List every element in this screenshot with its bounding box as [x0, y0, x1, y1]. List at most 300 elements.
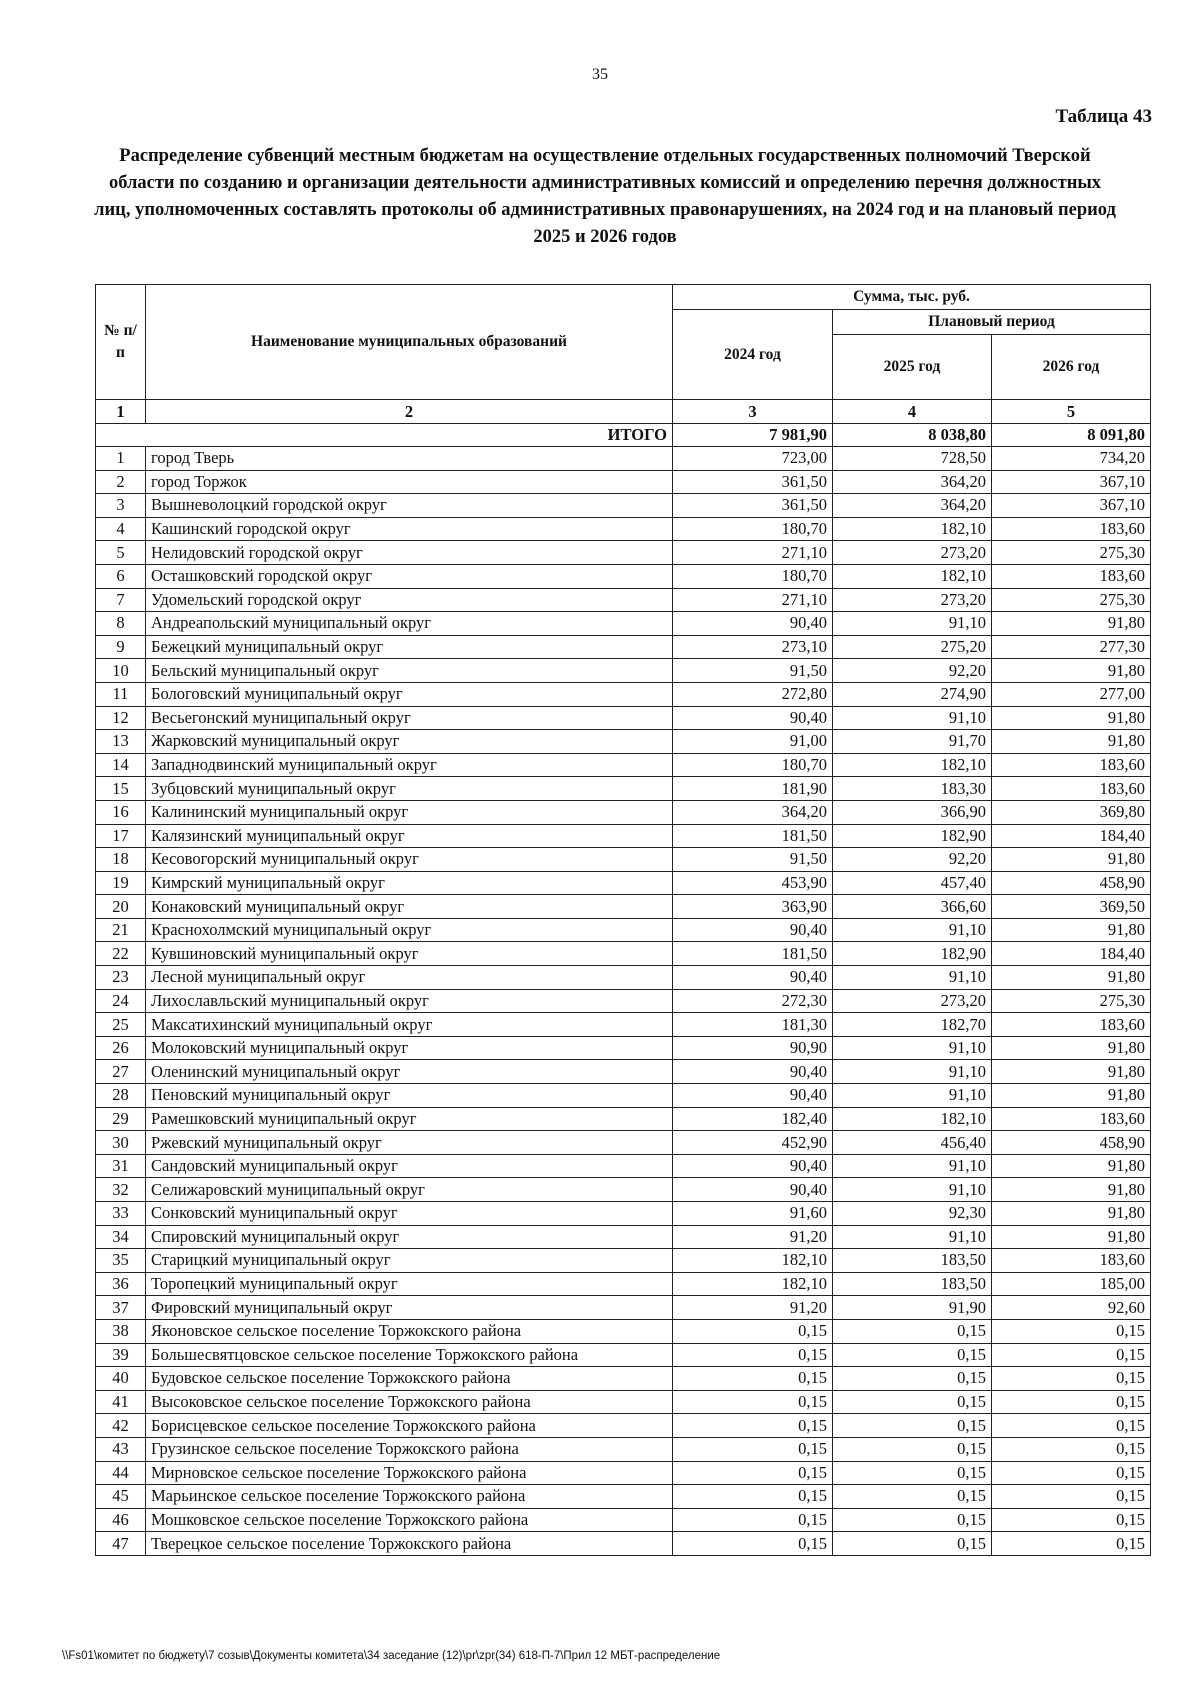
table-row [96, 1343, 1151, 1367]
amount-2024: 182,40 [673, 1107, 833, 1131]
total-row [96, 424, 1151, 447]
amount-2026: 369,80 [992, 800, 1151, 824]
table-row [96, 1178, 1151, 1202]
amount-2025: 92,20 [833, 848, 992, 872]
municipality-name: Мошковское сельское поселение Торжокского района [146, 1508, 673, 1532]
row-number: 17 [96, 824, 146, 848]
row-number: 30 [96, 1131, 146, 1155]
row-number: 34 [96, 1225, 146, 1249]
row-number: 37 [96, 1296, 146, 1320]
municipality-name: Тверецкое сельское поселение Торжокского района [146, 1532, 673, 1556]
amount-2024: 271,10 [673, 588, 833, 612]
amount-2025: 91,90 [833, 1296, 992, 1320]
row-number: 1 [96, 447, 146, 471]
municipality-name: Рамешковский муниципальный округ [146, 1107, 673, 1131]
amount-2025: 273,20 [833, 588, 992, 612]
municipality-name: Старицкий муниципальный округ [146, 1249, 673, 1273]
row-number: 43 [96, 1437, 146, 1461]
table-row [96, 1107, 1151, 1131]
header-planned-period: Плановый период [833, 310, 1151, 335]
amount-2025: 182,10 [833, 517, 992, 541]
amount-2026: 91,80 [992, 1060, 1151, 1084]
table-row [96, 1508, 1151, 1532]
header-2024: 2024 год [673, 310, 833, 400]
municipality-name: Сонковский муниципальный округ [146, 1202, 673, 1226]
row-number: 25 [96, 1013, 146, 1037]
table-row [96, 1319, 1151, 1343]
table-row [96, 1013, 1151, 1037]
table-row [96, 612, 1151, 636]
table-row [96, 800, 1151, 824]
amount-2025: 0,15 [833, 1343, 992, 1367]
amount-2026: 367,10 [992, 494, 1151, 518]
municipality-name: Борисцевское сельское поселение Торжокского района [146, 1414, 673, 1438]
table-row [96, 1390, 1151, 1414]
amount-2026: 91,80 [992, 1154, 1151, 1178]
amount-2026: 0,15 [992, 1508, 1151, 1532]
amount-2025: 182,10 [833, 564, 992, 588]
page-number: 35 [592, 66, 608, 83]
table-row [96, 895, 1151, 919]
municipality-name: Бежецкий муниципальный округ [146, 635, 673, 659]
column-number: 3 [673, 400, 833, 424]
amount-2026: 184,40 [992, 824, 1151, 848]
municipality-name: Западнодвинский муниципальный округ [146, 753, 673, 777]
table-row [96, 564, 1151, 588]
row-number: 14 [96, 753, 146, 777]
table-row [96, 848, 1151, 872]
municipality-name: Молоковский муниципальный округ [146, 1036, 673, 1060]
table-row [96, 966, 1151, 990]
table-body [96, 447, 1151, 1556]
amount-2025: 91,10 [833, 1178, 992, 1202]
row-number: 15 [96, 777, 146, 801]
row-number: 20 [96, 895, 146, 919]
municipality-name: Грузинское сельское поселение Торжокского района [146, 1437, 673, 1461]
table-row [96, 1461, 1151, 1485]
row-number: 39 [96, 1343, 146, 1367]
amount-2024: 0,15 [673, 1461, 833, 1485]
table-row [96, 871, 1151, 895]
row-number: 5 [96, 541, 146, 565]
amount-2024: 90,90 [673, 1036, 833, 1060]
table-row [96, 470, 1151, 494]
table-row [96, 635, 1151, 659]
amount-2024: 181,50 [673, 824, 833, 848]
column-number: 4 [833, 400, 992, 424]
amount-2024: 91,60 [673, 1202, 833, 1226]
table-row [96, 1414, 1151, 1438]
amount-2024: 91,00 [673, 730, 833, 754]
amount-2026: 277,30 [992, 635, 1151, 659]
amount-2025: 183,50 [833, 1249, 992, 1273]
table-row [96, 1036, 1151, 1060]
amount-2024: 90,40 [673, 966, 833, 990]
amount-2026: 0,15 [992, 1532, 1151, 1556]
amount-2024: 0,15 [673, 1367, 833, 1391]
amount-2024: 90,40 [673, 1060, 833, 1084]
table-row [96, 541, 1151, 565]
municipality-name: Максатихинский муниципальный округ [146, 1013, 673, 1037]
municipality-name: Большесвятцовское сельское поселение Торжокского района [146, 1343, 673, 1367]
amount-2024: 364,20 [673, 800, 833, 824]
table-row [96, 1532, 1151, 1556]
amount-2024: 91,20 [673, 1296, 833, 1320]
amount-2025: 91,10 [833, 1060, 992, 1084]
municipality-name: город Торжок [146, 470, 673, 494]
amount-2026: 367,10 [992, 470, 1151, 494]
amount-2024: 0,15 [673, 1414, 833, 1438]
row-number: 40 [96, 1367, 146, 1391]
row-number: 16 [96, 800, 146, 824]
table-row [96, 494, 1151, 518]
row-number: 35 [96, 1249, 146, 1273]
amount-2024: 453,90 [673, 871, 833, 895]
amount-2025: 91,10 [833, 1084, 992, 1108]
amount-2024: 361,50 [673, 494, 833, 518]
amount-2026: 183,60 [992, 753, 1151, 777]
table-row [96, 753, 1151, 777]
amount-2025: 182,10 [833, 753, 992, 777]
subvention-table [95, 284, 1151, 1556]
table-row [96, 588, 1151, 612]
amount-2025: 0,15 [833, 1485, 992, 1509]
municipality-name: Удомельский городской округ [146, 588, 673, 612]
amount-2025: 0,15 [833, 1461, 992, 1485]
amount-2025: 457,40 [833, 871, 992, 895]
amount-2025: 728,50 [833, 447, 992, 471]
row-number: 47 [96, 1532, 146, 1556]
amount-2026: 275,30 [992, 541, 1151, 565]
amount-2024: 723,00 [673, 447, 833, 471]
amount-2025: 275,20 [833, 635, 992, 659]
amount-2024: 0,15 [673, 1485, 833, 1509]
column-number: 2 [146, 400, 673, 424]
row-number: 19 [96, 871, 146, 895]
amount-2026: 0,15 [992, 1461, 1151, 1485]
amount-2025: 91,10 [833, 612, 992, 636]
municipality-name: Мирновское сельское поселение Торжокского района [146, 1461, 673, 1485]
amount-2024: 90,40 [673, 1154, 833, 1178]
amount-2026: 91,80 [992, 730, 1151, 754]
total-2024: 7 981,90 [673, 424, 833, 447]
amount-2025: 91,10 [833, 1036, 992, 1060]
amount-2025: 182,70 [833, 1013, 992, 1037]
row-number: 9 [96, 635, 146, 659]
amount-2026: 369,50 [992, 895, 1151, 919]
amount-2026: 91,80 [992, 612, 1151, 636]
table-row [96, 989, 1151, 1013]
amount-2026: 183,60 [992, 517, 1151, 541]
amount-2025: 91,10 [833, 966, 992, 990]
row-number: 3 [96, 494, 146, 518]
amount-2025: 0,15 [833, 1508, 992, 1532]
row-number: 18 [96, 848, 146, 872]
municipality-name: Сандовский муниципальный округ [146, 1154, 673, 1178]
amount-2025: 182,90 [833, 942, 992, 966]
amount-2025: 183,30 [833, 777, 992, 801]
municipality-name: Торопецкий муниципальный округ [146, 1272, 673, 1296]
municipality-name: Ржевский муниципальный округ [146, 1131, 673, 1155]
row-number: 23 [96, 966, 146, 990]
table-row [96, 918, 1151, 942]
amount-2025: 91,10 [833, 1225, 992, 1249]
municipality-name: Яконовское сельское поселение Торжокского района [146, 1319, 673, 1343]
column-number-row [96, 400, 1151, 424]
header-name: Наименование муниципальных образований [146, 285, 673, 400]
footer-file-path: \\Fs01\комитет по бюджету\7 созыв\Документы комитета\34 заседание (12)\pr\zpr(34) 618-П-7\Прил 12 МБТ-распределение [62, 1650, 721, 1662]
row-number: 6 [96, 564, 146, 588]
municipality-name: Зубцовский муниципальный округ [146, 777, 673, 801]
amount-2025: 0,15 [833, 1319, 992, 1343]
total-2026: 8 091,80 [992, 424, 1151, 447]
amount-2024: 452,90 [673, 1131, 833, 1155]
municipality-name: Осташковский городской округ [146, 564, 673, 588]
amount-2024: 361,50 [673, 470, 833, 494]
amount-2026: 183,60 [992, 1107, 1151, 1131]
amount-2025: 92,20 [833, 659, 992, 683]
row-number: 22 [96, 942, 146, 966]
amount-2025: 92,30 [833, 1202, 992, 1226]
amount-2026: 91,80 [992, 1084, 1151, 1108]
amount-2024: 0,15 [673, 1437, 833, 1461]
table-row [96, 1296, 1151, 1320]
table-row [96, 1131, 1151, 1155]
amount-2025: 0,15 [833, 1390, 992, 1414]
municipality-name: Кашинский городской округ [146, 517, 673, 541]
amount-2024: 182,10 [673, 1249, 833, 1273]
amount-2025: 0,15 [833, 1414, 992, 1438]
table-row [96, 824, 1151, 848]
municipality-name: Высоковское сельское поселение Торжокского района [146, 1390, 673, 1414]
municipality-name: Бологовский муниципальный округ [146, 682, 673, 706]
amount-2025: 274,90 [833, 682, 992, 706]
amount-2024: 271,10 [673, 541, 833, 565]
amount-2026: 458,90 [992, 1131, 1151, 1155]
amount-2024: 180,70 [673, 517, 833, 541]
municipality-name: Конаковский муниципальный округ [146, 895, 673, 919]
municipality-name: Нелидовский городской округ [146, 541, 673, 565]
table-row [96, 730, 1151, 754]
amount-2026: 91,80 [992, 1036, 1151, 1060]
municipality-name: Андреапольский муниципальный округ [146, 612, 673, 636]
row-number: 27 [96, 1060, 146, 1084]
amount-2024: 91,20 [673, 1225, 833, 1249]
amount-2024: 272,80 [673, 682, 833, 706]
amount-2026: 185,00 [992, 1272, 1151, 1296]
municipality-name: Будовское сельское поселение Торжокского района [146, 1367, 673, 1391]
row-number: 7 [96, 588, 146, 612]
row-number: 11 [96, 682, 146, 706]
municipality-name: город Тверь [146, 447, 673, 471]
amount-2026: 275,30 [992, 989, 1151, 1013]
header-2026: 2026 год [992, 335, 1151, 400]
row-number: 28 [96, 1084, 146, 1108]
header-2025: 2025 год [833, 335, 992, 400]
table-row [96, 1084, 1151, 1108]
row-number: 32 [96, 1178, 146, 1202]
amount-2025: 364,20 [833, 470, 992, 494]
amount-2026: 91,80 [992, 1225, 1151, 1249]
amount-2024: 363,90 [673, 895, 833, 919]
amount-2026: 275,30 [992, 588, 1151, 612]
amount-2024: 91,50 [673, 848, 833, 872]
amount-2025: 0,15 [833, 1532, 992, 1556]
amount-2024: 181,90 [673, 777, 833, 801]
row-number: 29 [96, 1107, 146, 1131]
amount-2026: 91,80 [992, 706, 1151, 730]
amount-2025: 273,20 [833, 541, 992, 565]
municipality-name: Оленинский муниципальный округ [146, 1060, 673, 1084]
amount-2026: 91,80 [992, 1178, 1151, 1202]
amount-2025: 91,70 [833, 730, 992, 754]
municipality-name: Жарковский муниципальный округ [146, 730, 673, 754]
amount-2024: 0,15 [673, 1390, 833, 1414]
row-number: 42 [96, 1414, 146, 1438]
municipality-name: Марьинское сельское поселение Торжокского района [146, 1485, 673, 1509]
municipality-name: Кесовогорский муниципальный округ [146, 848, 673, 872]
amount-2024: 0,15 [673, 1343, 833, 1367]
amount-2026: 0,15 [992, 1414, 1151, 1438]
amount-2026: 91,80 [992, 1202, 1151, 1226]
row-number: 8 [96, 612, 146, 636]
row-number: 41 [96, 1390, 146, 1414]
amount-2026: 734,20 [992, 447, 1151, 471]
total-2025: 8 038,80 [833, 424, 992, 447]
row-number: 12 [96, 706, 146, 730]
amount-2026: 458,90 [992, 871, 1151, 895]
amount-2024: 180,70 [673, 753, 833, 777]
amount-2025: 91,10 [833, 706, 992, 730]
table-row [96, 706, 1151, 730]
amount-2026: 0,15 [992, 1343, 1151, 1367]
amount-2026: 183,60 [992, 1249, 1151, 1273]
municipality-name: Краснохолмский муниципальный округ [146, 918, 673, 942]
amount-2025: 183,50 [833, 1272, 992, 1296]
table-row [96, 517, 1151, 541]
amount-2026: 0,15 [992, 1437, 1151, 1461]
column-number: 1 [96, 400, 146, 424]
municipality-name: Лихославльский муниципальный округ [146, 989, 673, 1013]
row-number: 2 [96, 470, 146, 494]
amount-2026: 0,15 [992, 1390, 1151, 1414]
amount-2026: 0,15 [992, 1485, 1151, 1509]
row-number: 21 [96, 918, 146, 942]
amount-2024: 90,40 [673, 1084, 833, 1108]
total-label: ИТОГО [96, 424, 673, 447]
municipality-name: Пеновский муниципальный округ [146, 1084, 673, 1108]
amount-2024: 273,10 [673, 635, 833, 659]
amount-2024: 90,40 [673, 612, 833, 636]
amount-2024: 0,15 [673, 1508, 833, 1532]
table-row [96, 1367, 1151, 1391]
amount-2024: 0,15 [673, 1319, 833, 1343]
municipality-name: Селижаровский муниципальный округ [146, 1178, 673, 1202]
header-num: № п/п [96, 285, 146, 400]
municipality-name: Спировский муниципальный округ [146, 1225, 673, 1249]
amount-2024: 91,50 [673, 659, 833, 683]
row-number: 36 [96, 1272, 146, 1296]
row-number: 45 [96, 1485, 146, 1509]
amount-2024: 90,40 [673, 918, 833, 942]
amount-2026: 0,15 [992, 1319, 1151, 1343]
table-row [96, 1485, 1151, 1509]
municipality-name: Вышневолоцкий городской округ [146, 494, 673, 518]
municipality-name: Калязинский муниципальный округ [146, 824, 673, 848]
table-row [96, 682, 1151, 706]
amount-2025: 364,20 [833, 494, 992, 518]
amount-2026: 92,60 [992, 1296, 1151, 1320]
municipality-name: Кимрский муниципальный округ [146, 871, 673, 895]
table-row [96, 1154, 1151, 1178]
municipality-name: Фировский муниципальный округ [146, 1296, 673, 1320]
amount-2024: 181,50 [673, 942, 833, 966]
amount-2025: 273,20 [833, 989, 992, 1013]
municipality-name: Бельский муниципальный округ [146, 659, 673, 683]
amount-2024: 90,40 [673, 706, 833, 730]
row-number: 46 [96, 1508, 146, 1532]
amount-2024: 90,40 [673, 1178, 833, 1202]
row-number: 24 [96, 989, 146, 1013]
amount-2025: 0,15 [833, 1367, 992, 1391]
amount-2025: 366,90 [833, 800, 992, 824]
amount-2026: 277,00 [992, 682, 1151, 706]
table-row [96, 777, 1151, 801]
table-row [96, 447, 1151, 471]
table-row [96, 1060, 1151, 1084]
table-label: Таблица 43 [1055, 106, 1152, 127]
amount-2026: 184,40 [992, 942, 1151, 966]
municipality-name: Калининский муниципальный округ [146, 800, 673, 824]
row-number: 31 [96, 1154, 146, 1178]
amount-2024: 182,10 [673, 1272, 833, 1296]
row-number: 33 [96, 1202, 146, 1226]
amount-2024: 0,15 [673, 1532, 833, 1556]
table-row [96, 1202, 1151, 1226]
column-number: 5 [992, 400, 1151, 424]
amount-2024: 272,30 [673, 989, 833, 1013]
document-title: Распределение субвенций местным бюджетам на осуществление отдельных государственных полномочий Тверской области по созданию и организации деятельности административных комиссий и определению перечня должностных лиц, уполномоченных составлять протоколы об административных правонарушениях, на 2024 год и на плановый период 2025 и 2026 годов [94, 146, 1116, 247]
municipality-name: Кувшиновский муниципальный округ [146, 942, 673, 966]
amount-2026: 91,80 [992, 659, 1151, 683]
amount-2025: 366,60 [833, 895, 992, 919]
amount-2025: 91,10 [833, 918, 992, 942]
row-number: 13 [96, 730, 146, 754]
amount-2025: 182,10 [833, 1107, 992, 1131]
amount-2026: 0,15 [992, 1367, 1151, 1391]
table-row [96, 942, 1151, 966]
table-row [96, 659, 1151, 683]
amount-2026: 91,80 [992, 966, 1151, 990]
table-row [96, 1225, 1151, 1249]
table-row [96, 1437, 1151, 1461]
municipality-name: Весьегонский муниципальный округ [146, 706, 673, 730]
amount-2026: 91,80 [992, 918, 1151, 942]
amount-2026: 91,80 [992, 848, 1151, 872]
row-number: 44 [96, 1461, 146, 1485]
table-row [96, 1249, 1151, 1273]
municipality-name: Лесной муниципальный округ [146, 966, 673, 990]
amount-2025: 456,40 [833, 1131, 992, 1155]
amount-2026: 183,60 [992, 1013, 1151, 1037]
amount-2026: 183,60 [992, 564, 1151, 588]
row-number: 38 [96, 1319, 146, 1343]
row-number: 10 [96, 659, 146, 683]
amount-2026: 183,60 [992, 777, 1151, 801]
table-row [96, 1272, 1151, 1296]
header-sum: Сумма, тыс. руб. [673, 285, 1151, 310]
row-number: 26 [96, 1036, 146, 1060]
